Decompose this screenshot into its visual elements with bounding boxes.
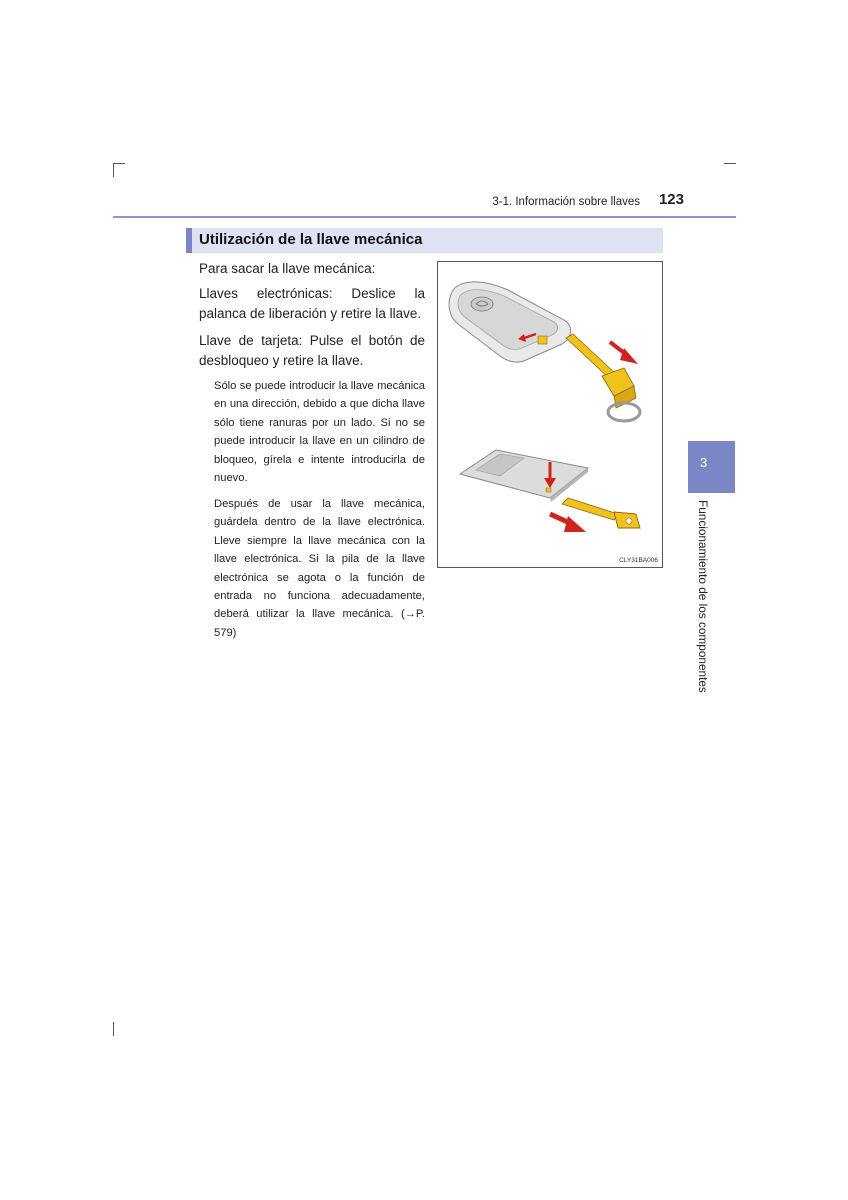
card-key — [460, 450, 588, 502]
chapter-label: Funcionamiento de los componentes — [696, 500, 710, 693]
note-store-key: Después de usar la llave mecánica, guárdela dentro de la llave electrónica. Lleve siempre la llave mecánica con la llave electrónica. Si la pila de la llave electrónica se agota o la función de entrada no funciona adecuadamente, deberá utilizar la llave mecánica. (→P. 579) — [214, 498, 425, 639]
note-one-direction: Sólo se puede introducir la llave mecánica en una dirección, debido a que dicha llave sólo tiene ranuras por un lado. Si no se puede introducir la llave en un cilindro de bloqueo, gírela e intente introducirla de nuevo. — [214, 380, 425, 485]
electronic-keys-paragraph: Llaves electrónicas: Deslice la palanca de liberación y retire la llave. — [199, 286, 425, 321]
figure-code: CLY31BA006 — [619, 557, 658, 564]
section-title: Utilización de la llave mecánica — [199, 231, 423, 248]
electronic-key-fob — [449, 282, 571, 362]
key-removal-arrowhead-bottom — [564, 516, 586, 532]
card-key-paragraph: Llave de tarjeta: Pulse el botón de desbloqueo y retire la llave. — [199, 333, 425, 368]
crop-mark-top-left-v — [113, 163, 114, 177]
running-header-section: 3-1. Información sobre llaves — [492, 196, 640, 208]
crop-mark-bottom-left-v — [113, 1022, 114, 1036]
key-illustration — [438, 262, 662, 567]
chapter-tab[interactable] — [688, 441, 735, 493]
section-title-bar — [186, 228, 663, 253]
crop-mark-top-right-h — [724, 163, 736, 164]
chapter-number: 3 — [700, 455, 708, 470]
intro-paragraph: Para sacar la llave mecánica: — [199, 261, 376, 276]
mechanical-key-fob — [566, 334, 640, 421]
page-number: 123 — [658, 191, 684, 208]
header-rule — [113, 216, 736, 218]
crop-mark-top-left-h — [113, 163, 125, 164]
key-illustration-figure — [437, 261, 663, 568]
